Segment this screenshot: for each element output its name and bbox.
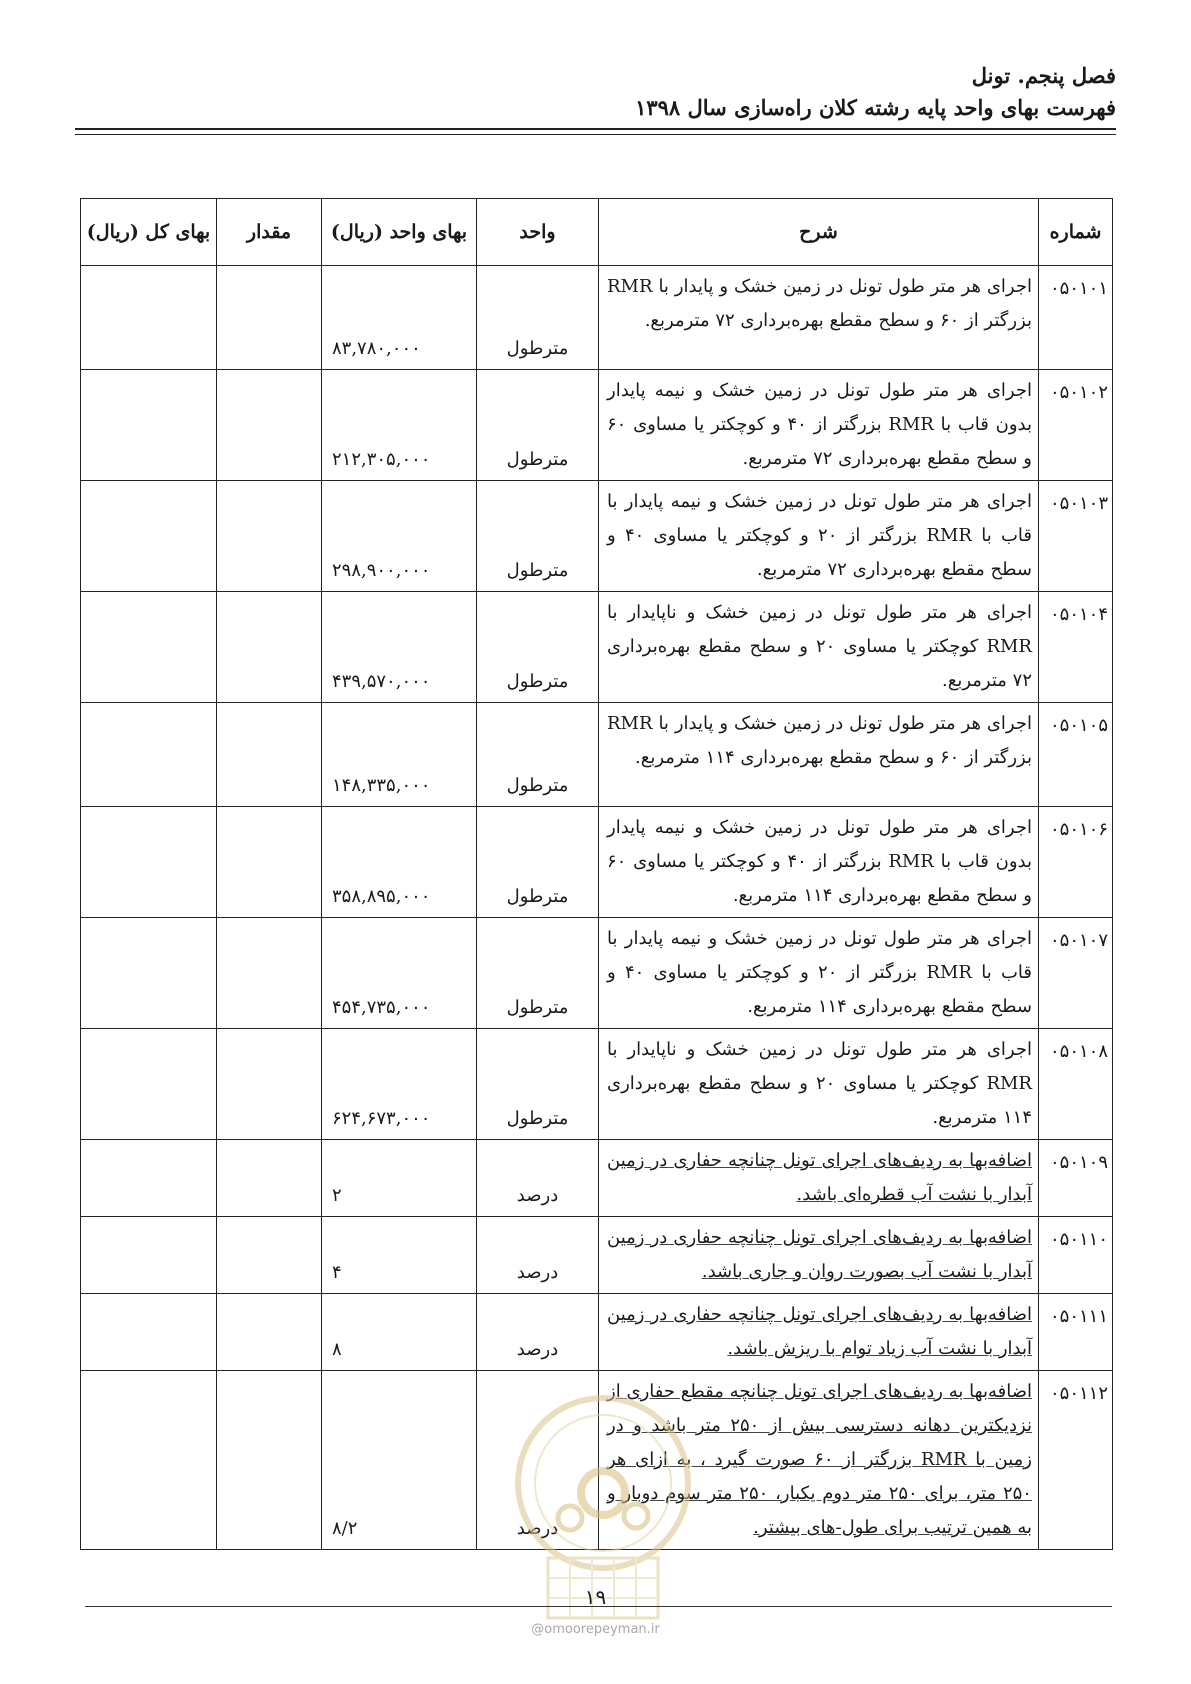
item-unit-price [322,481,477,592]
item-total-price [81,1029,217,1140]
column-header-number: شماره [1039,199,1113,266]
table-row [81,266,1113,370]
item-unit [477,918,599,1029]
item-unit-price-text: ۸۳,۷۸۰,۰۰۰ [332,338,421,359]
item-total-price [81,703,217,807]
item-total-price [81,1294,217,1371]
item-unit-price-text: ۶۲۴,۶۷۳,۰۰۰ [332,1108,431,1129]
item-number-text: ۰۵۰۱۰۶ [1049,819,1108,840]
item-quantity [217,1371,322,1550]
item-number-text: ۰۵۰۱۰۱ [1049,278,1108,299]
item-unit-text: مترطول [506,338,569,359]
item-number [1039,703,1113,807]
item-description [599,807,1039,918]
item-unit-text: درصد [516,1262,559,1283]
item-unit-text: مترطول [506,1108,569,1129]
table-row [81,1029,1113,1140]
item-description-text: اضافه‌بها به ردیف‌های اجرای تونل چنانچه حفاری در زمین آبدار با نشت آب بصورت روان و جاری باشد. [607,1227,1032,1282]
table-row [81,1217,1113,1294]
table-row [81,481,1113,592]
item-quantity [217,1029,322,1140]
item-number-text: ۰۵۰۱۱۰ [1049,1229,1108,1250]
table-row [81,592,1113,703]
item-unit-price-text: ۱۴۸,۳۳۵,۰۰۰ [332,775,431,796]
item-unit-text: مترطول [506,886,569,907]
table-row [81,918,1113,1029]
item-description-text: اضافه‌بها به ردیف‌های اجرای تونل چنانچه مقطع حفاری از نزدیکترین دهانه دسترسی بیش از ۲۵۰ متر باشد و در زمین با RMR بزرگتر از ۶۰ صورت گیرد ، به ازای هر ۲۵۰ متر، برای ۲۵۰ متر دوم یکبار، ۲۵۰ متر سوم دوبار و به همین ترتیب برای طول-های بیشتر. [607,1381,1032,1538]
item-description-text: اجرای هر متر طول تونل در زمین خشک و نیمه پایدار با قاب با RMR بزرگتر از ۲۰ و کوچکتر یا مساوی ۴۰ و سطح مقطع بهره‌برداری ۷۲ مترمربع. [607,491,1032,580]
item-unit-price-text: ۴۳۹,۵۷۰,۰۰۰ [332,671,431,692]
item-unit-price-text: ۲ [332,1185,342,1206]
item-description [599,1294,1039,1371]
item-unit-price-text: ۲۹۸,۹۰۰,۰۰۰ [332,560,431,581]
item-unit [477,370,599,481]
item-number-text: ۰۵۰۱۰۲ [1049,382,1108,403]
chapter-title: فصل پنجم. تونل [971,63,1116,88]
item-number-text: ۰۵۰۱۱۱ [1049,1306,1108,1327]
header-rule-top [75,128,1116,130]
item-description [599,481,1039,592]
table-row [81,703,1113,807]
item-unit-price [322,1217,477,1294]
item-unit [477,1217,599,1294]
item-unit-price [322,703,477,807]
item-number [1039,918,1113,1029]
item-unit-text: مترطول [506,997,569,1018]
item-number [1039,592,1113,703]
price-list-table [80,198,1113,1550]
item-number [1039,370,1113,481]
item-description [599,370,1039,481]
item-unit-price-text: ۸/۲ [332,1518,358,1539]
item-total-price [81,266,217,370]
item-unit [477,1140,599,1217]
item-total-price [81,1217,217,1294]
item-number [1039,807,1113,918]
item-quantity [217,370,322,481]
item-total-price [81,807,217,918]
header-rule-bottom [75,134,1116,135]
table-row [81,1140,1113,1217]
table-row [81,807,1113,918]
item-total-price [81,918,217,1029]
column-header-quantity: مقدار [217,199,322,266]
table-row [81,1294,1113,1371]
item-description [599,1029,1039,1140]
item-description-text: اضافه‌بها به ردیف‌های اجرای تونل چنانچه حفاری در زمین آبدار با نشت آب قطره‌ای باشد. [607,1150,1032,1205]
item-unit [477,266,599,370]
item-unit-price-text: ۸ [332,1339,342,1360]
item-quantity [217,1140,322,1217]
item-quantity [217,807,322,918]
item-description [599,918,1039,1029]
item-unit-price [322,370,477,481]
item-description [599,592,1039,703]
item-description-text: اجرای هر متر طول تونل در زمین خشک و نیمه پایدار با قاب با RMR بزرگتر از ۲۰ و کوچکتر یا مساوی ۴۰ و سطح مقطع بهره‌برداری ۱۱۴ مترمربع. [607,928,1032,1017]
item-unit-text: مترطول [506,671,569,692]
item-quantity [217,592,322,703]
item-number-text: ۰۵۰۱۰۳ [1049,493,1108,514]
item-number [1039,1140,1113,1217]
item-description-text: اجرای هر متر طول تونل در زمین خشک و پایدار با RMR بزرگتر از ۶۰ و سطح مقطع بهره‌برداری ۷۲ مترمربع. [607,276,1032,331]
item-unit [477,592,599,703]
item-number [1039,1029,1113,1140]
item-unit-price-text: ۲۱۲,۳۰۵,۰۰۰ [332,449,431,470]
item-number-text: ۰۵۰۱۰۹ [1049,1152,1108,1173]
item-number-text: ۰۵۰۱۰۵ [1049,715,1108,736]
item-description-text: اجرای هر متر طول تونل در زمین خشک و ناپایدار با RMR کوچکتر یا مساوی ۲۰ و سطح مقطع بهره‌برداری ۱۱۴ مترمربع. [607,1039,1032,1128]
item-unit-price [322,266,477,370]
column-header-unit: واحد [477,199,599,266]
item-unit [477,1029,599,1140]
item-number [1039,266,1113,370]
column-header-description: شرح [599,199,1039,266]
item-unit-price [322,918,477,1029]
item-unit-price [322,1371,477,1550]
item-number [1039,481,1113,592]
item-number-text: ۰۵۰۱۰۷ [1049,930,1108,951]
item-description [599,1217,1039,1294]
item-unit-price [322,592,477,703]
website-watermark: @omoorepeyman.ir [531,1622,660,1637]
item-unit-price [322,807,477,918]
item-unit [477,807,599,918]
item-unit-price-text: ۴۵۴,۷۳۵,۰۰۰ [332,997,431,1018]
item-unit [477,1294,599,1371]
item-total-price [81,1371,217,1550]
item-description [599,266,1039,370]
item-total-price [81,1140,217,1217]
item-description-text: اجرای هر متر طول تونل در زمین خشک و نیمه پایدار بدون قاب با RMR بزرگتر از ۴۰ و کوچکتر یا مساوی ۶۰ و سطح مقطع بهره‌برداری ۱۱۴ مترمربع. [607,817,1032,906]
item-quantity [217,1294,322,1371]
item-description-text: اجرای هر متر طول تونل در زمین خشک و نیمه پایدار بدون قاب با RMR بزرگتر از ۴۰ و کوچکتر یا مساوی ۶۰ و سطح مقطع بهره‌برداری ۷۲ مترمربع. [607,380,1032,469]
item-number-text: ۰۵۰۱۰۴ [1049,604,1108,625]
item-total-price [81,592,217,703]
item-total-price [81,370,217,481]
item-quantity [217,918,322,1029]
table-header-row [81,199,1113,266]
table-row [81,370,1113,481]
item-unit [477,703,599,807]
document-title: فهرست بهای واحد پایه رشته کلان راه‌سازی سال ۱۳۹۸ [635,95,1116,120]
item-number-text: ۰۵۰۱۰۸ [1049,1041,1108,1062]
item-number [1039,1294,1113,1371]
item-unit-text: درصد [516,1339,559,1360]
item-unit [477,481,599,592]
item-unit-price-text: ۳۵۸,۸۹۵,۰۰۰ [332,886,431,907]
item-description [599,1140,1039,1217]
item-description-text: اضافه‌بها به ردیف‌های اجرای تونل چنانچه حفاری در زمین آبدار با نشت آب زیاد توام با ریزش باشد. [607,1304,1032,1359]
column-header-unit-price: بهای واحد (ریال) [322,199,477,266]
column-header-total-price: بهای کل (ریال) [81,199,217,266]
item-unit-price-text: ۴ [332,1262,342,1283]
page-header [635,60,1116,124]
item-unit-price [322,1029,477,1140]
item-quantity [217,266,322,370]
item-description-text: اجرای هر متر طول تونل در زمین خشک و ناپایدار با RMR کوچکتر یا مساوی ۲۰ و سطح مقطع بهره‌برداری ۷۲ مترمربع. [607,602,1032,691]
page-number: ۱۹ [584,1585,607,1609]
item-description [599,703,1039,807]
item-unit-price [322,1140,477,1217]
item-unit-text: درصد [516,1518,559,1539]
item-number-text: ۰۵۰۱۱۲ [1049,1383,1108,1404]
item-unit-text: مترطول [506,775,569,796]
footer-rule [85,1606,1112,1607]
item-description-text: اجرای هر متر طول تونل در زمین خشک و پایدار با RMR بزرگتر از ۶۰ و سطح مقطع بهره‌برداری ۱۱۴ مترمربع. [607,713,1032,768]
item-total-price [81,481,217,592]
item-unit-text: مترطول [506,449,569,470]
item-quantity [217,1217,322,1294]
item-quantity [217,703,322,807]
item-number [1039,1371,1113,1550]
item-unit-price [322,1294,477,1371]
item-quantity [217,481,322,592]
item-unit-text: درصد [516,1185,559,1206]
item-number [1039,1217,1113,1294]
item-unit-text: مترطول [506,560,569,581]
